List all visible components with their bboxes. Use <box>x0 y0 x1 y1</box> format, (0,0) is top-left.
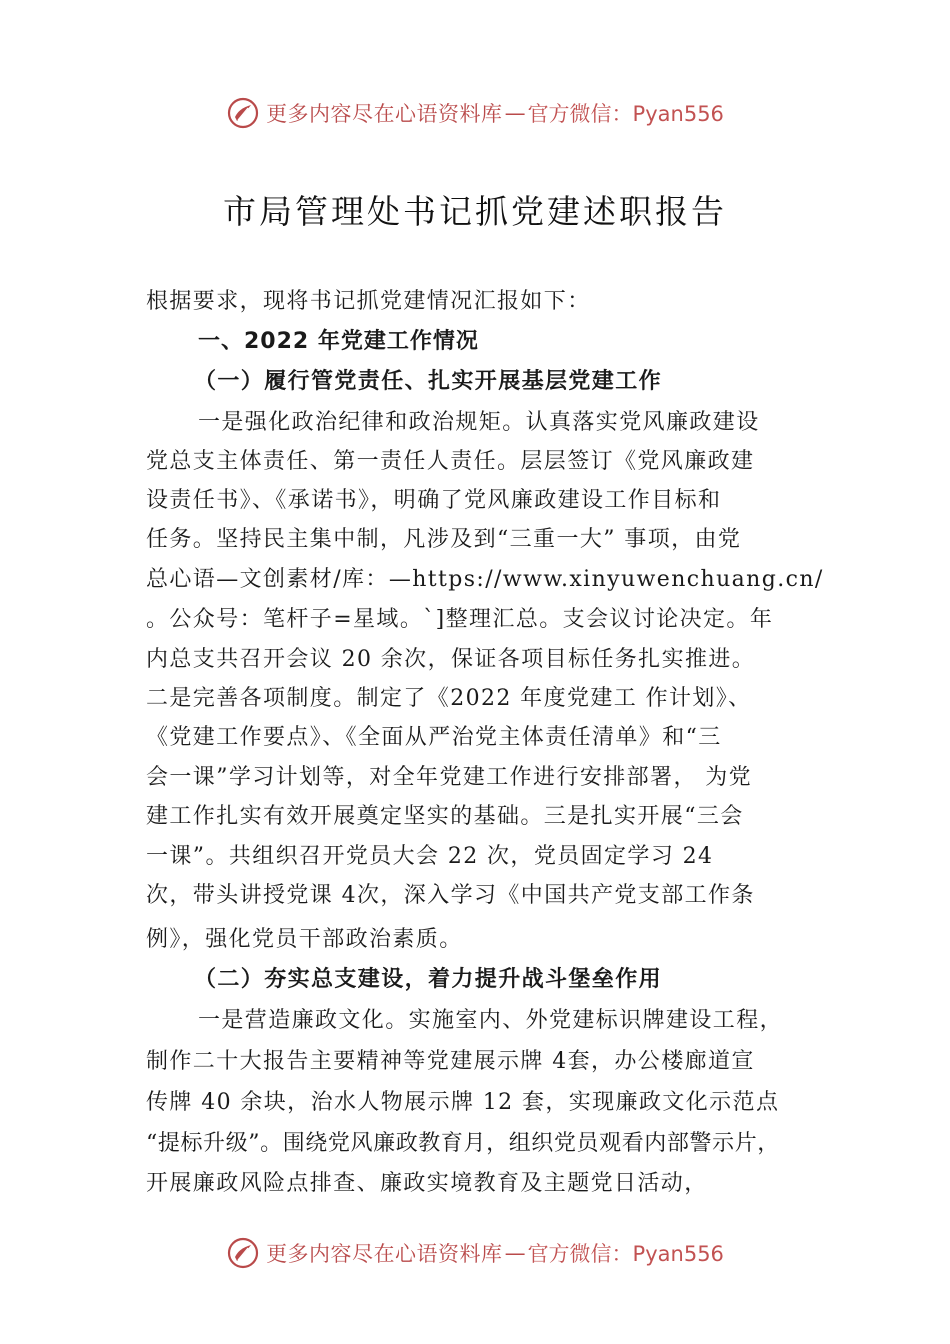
section-heading: 一、2022 年党建工作情况 <box>198 329 479 354</box>
header-watermark <box>0 96 950 130</box>
paragraph-line: 设责任书》、《承诺书》，明确了党风廉政建设工作目标和 <box>146 488 722 513</box>
paragraph-line: 制作二十大报告主要精神等党建展示牌 4套，办公楼廊道宣 <box>146 1049 755 1074</box>
paragraph-line: 总心语—文创素材/库：—https://www.xinyuwenchuang.cn/ <box>146 567 824 592</box>
subsection-heading: （二）夯实总支建设，着力提升战斗堡垒作用 <box>194 966 663 992</box>
document-title: 市局管理处书记抓党建述职报告 <box>223 192 727 231</box>
paragraph-line: 传牌 40 余块，治水人物展示牌 12 套，实现廉政文化示范点 <box>146 1090 780 1115</box>
paragraph-line: 会一课”学习计划等，对全年党建工作进行安排部署， 为党 <box>146 765 753 790</box>
paragraph-line: 开展廉政风险点排查、廉政实境教育及主题党日活动， <box>146 1171 708 1196</box>
paragraph-line: 内总支共召开会议 20 余次，保证各项目标任务扎实推进。 <box>146 647 756 672</box>
subsection-heading: （一）履行管党责任、扎实开展基层党建工作 <box>194 368 663 394</box>
paragraph-line: 一是营造廉政文化。实施室内、外党建标识牌建设工程， <box>198 1008 784 1033</box>
watermark-text: 更多内容尽在心语资料库 <box>266 1242 503 1266</box>
paragraph-line: 次，带头讲授党课 4次，深入学习《中国共产党支部工作条 <box>146 883 755 908</box>
watermark-separator: — <box>504 101 526 125</box>
paragraph-line: 。公众号：笔杆子=星域。`]整理汇总。支会议讨论决定。年 <box>146 607 774 632</box>
watermark-text: 更多内容尽在心语资料库 <box>266 102 503 126</box>
paragraph-line: 例》，强化党员干部政治素质。 <box>146 927 463 952</box>
paragraph-line: 《党建工作要点》、《全面从严治党主体责任清单》和“三 <box>146 725 722 750</box>
paragraph-line: 一是强化政治纪律和政治规矩。认真落实党风廉政建设 <box>198 410 760 435</box>
footer-watermark <box>0 1236 950 1270</box>
paragraph-line: 二是完善各项制度。制定了《2022 年度党建工 作计划》、 <box>146 686 752 711</box>
watermark-wechat: 官方微信：Pyan556 <box>527 1242 724 1266</box>
paragraph-line: 党总支主体责任、第一责任人责任。层层签订《党风廉政建 <box>146 449 755 474</box>
watermark-separator: — <box>504 1241 526 1265</box>
paragraph-line: 任务。坚持民主集中制，凡涉及到“三重一大” 事项，由党 <box>146 527 742 552</box>
paragraph-line: 一课”。共组织召开党员大会 22 次，党员固定学习 24 <box>146 844 714 869</box>
paragraph-line: 建工作扎实有效开展奠定坚实的基础。三是扎实开展“三会 <box>146 804 744 829</box>
paragraph-line: “提标升级”。围绕党风廉政教育月，组织党员观看内部警示片， <box>146 1131 780 1156</box>
brand-logo-icon <box>226 1236 260 1270</box>
watermark-wechat: 官方微信：Pyan556 <box>527 102 724 126</box>
brand-logo-icon <box>226 96 260 130</box>
paragraph-line: 根据要求，现将书记抓党建情况汇报如下： <box>146 289 591 314</box>
